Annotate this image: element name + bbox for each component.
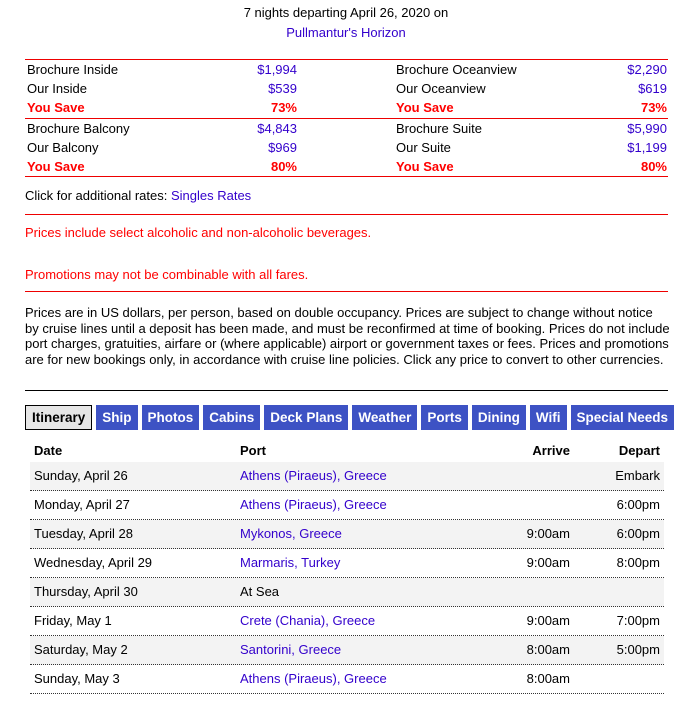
date-header: Date — [34, 443, 63, 458]
divider — [25, 390, 668, 391]
port-link[interactable]: Crete (Chania), Greece — [240, 613, 376, 628]
rate-price[interactable]: $539 — [268, 81, 297, 96]
rate-row — [25, 119, 668, 138]
tab-bar — [25, 405, 674, 430]
rate-row — [25, 98, 668, 117]
rate-row — [25, 157, 668, 176]
port-link[interactable]: Athens (Piraeus), Greece — [240, 497, 387, 512]
rate-label: Brochure Suite — [396, 121, 482, 136]
rate-label: Our Inside — [27, 81, 87, 96]
itinerary-row — [30, 491, 664, 520]
rate-label: Our Oceanview — [396, 81, 486, 96]
itinerary-date: Wednesday, April 29 — [34, 555, 153, 570]
you-save-label: You Save — [396, 159, 454, 174]
ship-link[interactable]: Pullmantur's Horizon — [286, 25, 406, 40]
arrive-time: 9:00am — [526, 555, 570, 570]
promotion-notice: Promotions may not be combinable with all fares. — [25, 267, 309, 282]
singles-rates-link[interactable]: Singles Rates — [170, 188, 252, 203]
rate-label: Our Suite — [396, 140, 451, 155]
itinerary-date: Sunday, April 26 — [34, 468, 128, 483]
price-disclaimer: Prices are in US dollars, per person, based on double occupancy. Prices are subject to change without notice by cruise lines until a deposit has been made, and must be reconfirmed at time of booking. Prices do not include port charges, gratuities, airfare or (where applicable) airport or government taxes or fees. Prices and promotions are for new bookings only, in accordance with cruise line policies. Click any price to convert to other currencies. — [25, 305, 670, 367]
rate-price[interactable]: $2,290 — [627, 62, 667, 77]
sailing-title: 7 nights departing April 26, 2020 on — [243, 5, 449, 20]
arrive-time: 8:00am — [526, 642, 570, 657]
rates-block-2 — [25, 118, 668, 177]
port-link[interactable]: Athens (Piraeus), Greece — [240, 671, 387, 686]
itinerary-date: Monday, April 27 — [34, 497, 130, 512]
itinerary-row — [30, 549, 664, 578]
savings-percent: 73% — [640, 100, 667, 115]
rate-row — [25, 60, 668, 79]
tab-ship[interactable]: Ship — [96, 405, 137, 430]
port-name: At Sea — [240, 584, 280, 599]
rate-label: Brochure Inside — [27, 62, 119, 77]
port-header: Port — [240, 443, 266, 458]
itinerary-date: Tuesday, April 28 — [34, 526, 133, 541]
you-save-label: You Save — [396, 100, 454, 115]
divider — [25, 214, 668, 215]
depart-header: Depart — [618, 443, 660, 458]
tab-weather[interactable]: Weather — [352, 405, 417, 430]
divider — [25, 291, 668, 292]
tab-special-needs[interactable]: Special Needs — [571, 405, 675, 430]
rates-block-1 — [25, 59, 668, 117]
savings-percent: 73% — [270, 100, 297, 115]
rate-price[interactable]: $969 — [268, 140, 297, 155]
rate-price[interactable]: $5,990 — [627, 121, 667, 136]
tab-ports[interactable]: Ports — [421, 405, 468, 430]
additional-rates — [25, 188, 251, 203]
tab-wifi[interactable]: Wifi — [530, 405, 567, 430]
rate-price[interactable]: $619 — [638, 81, 667, 96]
tab-photos[interactable]: Photos — [142, 405, 200, 430]
savings-percent: 80% — [270, 159, 297, 174]
you-save-label: You Save — [27, 159, 85, 174]
itinerary-date: Saturday, May 2 — [34, 642, 128, 657]
itinerary-date: Thursday, April 30 — [34, 584, 138, 599]
beverage-notice: Prices include select alcoholic and non-alcoholic beverages. — [25, 225, 372, 240]
rate-price[interactable]: $4,843 — [257, 121, 297, 136]
depart-time: 7:00pm — [616, 613, 660, 628]
itinerary-table — [30, 440, 664, 694]
itinerary-row — [30, 578, 664, 607]
port-link[interactable]: Santorini, Greece — [240, 642, 342, 657]
rate-row — [25, 138, 668, 157]
tab-dining[interactable]: Dining — [472, 405, 526, 430]
itinerary-row — [30, 665, 664, 694]
arrive-time: 9:00am — [526, 613, 570, 628]
rate-label: Our Balcony — [27, 140, 99, 155]
depart-time: Embark — [615, 468, 660, 483]
rate-price[interactable]: $1,994 — [257, 62, 297, 77]
itinerary-header-row — [30, 440, 664, 462]
itinerary-row — [30, 607, 664, 636]
port-link[interactable]: Athens (Piraeus), Greece — [240, 468, 387, 483]
itinerary-date: Sunday, May 3 — [34, 671, 120, 686]
arrive-time: 9:00am — [526, 526, 570, 541]
tab-deck-plans[interactable]: Deck Plans — [264, 405, 348, 430]
savings-percent: 80% — [640, 159, 667, 174]
itinerary-row — [30, 462, 664, 491]
you-save-label: You Save — [27, 100, 85, 115]
itinerary-date: Friday, May 1 — [34, 613, 112, 628]
rate-row — [25, 79, 668, 98]
additional-rates-label: Click for additional rates: — [25, 188, 168, 203]
arrive-header: Arrive — [532, 443, 570, 458]
rate-price[interactable]: $1,199 — [627, 140, 667, 155]
depart-time: 5:00pm — [616, 642, 660, 657]
port-link[interactable]: Mykonos, Greece — [240, 526, 342, 541]
itinerary-row — [30, 520, 664, 549]
depart-time: 8:00pm — [616, 555, 660, 570]
itinerary-row — [30, 636, 664, 665]
depart-time: 6:00pm — [616, 497, 660, 512]
arrive-time: 8:00am — [526, 671, 570, 686]
rate-label: Brochure Oceanview — [396, 62, 517, 77]
rate-label: Brochure Balcony — [27, 121, 130, 136]
depart-time: 6:00pm — [616, 526, 660, 541]
tab-itinerary[interactable]: Itinerary — [25, 405, 92, 430]
port-link[interactable]: Marmaris, Turkey — [240, 555, 341, 570]
tab-cabins[interactable]: Cabins — [203, 405, 260, 430]
